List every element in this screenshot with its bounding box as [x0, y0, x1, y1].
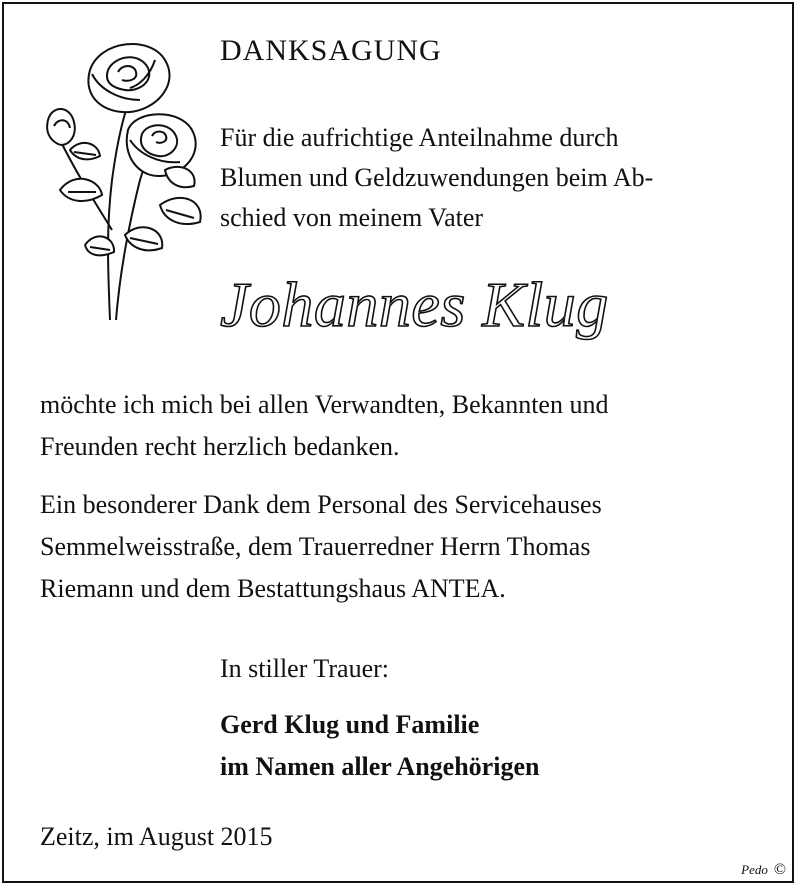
paragraph-line: Riemann und dem Bestattungshaus ANTEA. [40, 574, 506, 603]
intro-line: schied von meinem Vater [220, 203, 484, 232]
signer-line: im Namen aller Angehörigen [220, 752, 540, 781]
paragraph-line: Semmelweisstraße, dem Trauerredner Herrn Thomas [40, 532, 591, 561]
paragraph-line: möchte ich mich bei allen Verwandten, Bekannten und [40, 390, 609, 419]
credit [741, 861, 786, 879]
signer-line: Gerd Klug und Familie [220, 710, 480, 739]
place-date: Zeitz, im August 2015 [40, 822, 273, 851]
special-thanks-paragraph [40, 484, 755, 610]
deceased-name: Johannes Klug [220, 269, 609, 340]
intro-line: Blumen und Geldzuwendungen beim Ab- [220, 163, 654, 192]
intro-line: Für die aufrichtige Anteilnahme durch [220, 123, 619, 152]
intro-text [220, 118, 755, 238]
roses-illustration [30, 30, 210, 330]
credit-signature: Pedo [741, 862, 768, 877]
paragraph-line: Freunden recht herzlich bedanken. [40, 432, 400, 461]
notice-title: DANKSAGUNG [220, 34, 442, 67]
thanks-paragraph [40, 384, 755, 468]
copyright-icon: © [773, 861, 786, 878]
mourning-line: In stiller Trauer: [220, 654, 389, 683]
signers [220, 704, 539, 788]
paragraph-line: Ein besonderer Dank dem Personal des Servicehauses [40, 490, 602, 519]
